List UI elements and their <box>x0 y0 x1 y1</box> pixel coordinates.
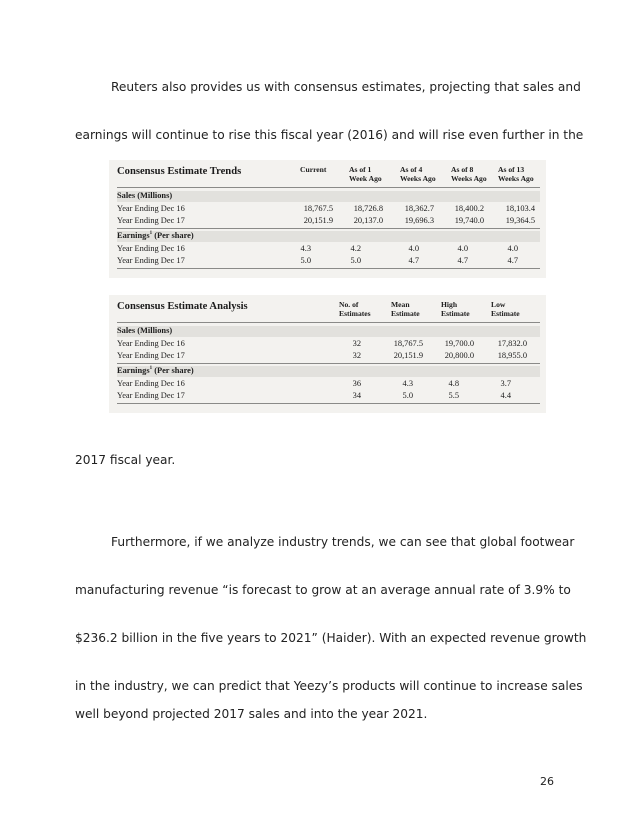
paragraph-1-line-1: Reuters also provides us with consensus estimates, projecting that sales and <box>111 80 581 94</box>
col-header-4wk: As of 4 Weeks Ago <box>400 165 436 183</box>
paragraph-1-line-2: earnings will continue to rise this fiscal year (2016) and will rise even further in the <box>75 128 584 142</box>
table-row: Year Ending Dec 17 20,151.9 20,137.0 19,696.3 19,740.0 19,364.5 <box>117 216 535 225</box>
paragraph-2-line-3: $236.2 billion in the five years to 2021” (Haider). With an expected revenue growth <box>75 631 587 645</box>
col-header-high: High Estimate <box>441 300 470 318</box>
table-row: Year Ending Dec 17 32 20,151.9 20,800.0 18,955.0 <box>117 351 527 360</box>
col-header-mean: Mean Estimate <box>391 300 420 318</box>
col-header-8wk: As of 8 Weeks Ago <box>451 165 487 183</box>
table-row: Year Ending Dec 16 36 4.3 4.8 3.7 <box>117 379 511 388</box>
paragraph-2-line-4: in the industry, we can predict that Yeezy’s products will continue to increase sales <box>75 679 583 693</box>
table-row: Year Ending Dec 17 34 5.0 5.5 4.4 <box>117 391 511 400</box>
table-row: Year Ending Dec 16 4.3 4.2 4.0 4.0 4.0 <box>117 244 518 253</box>
paragraph-2-line-5: well beyond projected 2017 sales and into the year 2021. <box>75 707 428 721</box>
col-header-13wk: As of 13 Weeks Ago <box>498 165 534 183</box>
col-header-low: Low Estimate <box>491 300 520 318</box>
table-row: Year Ending Dec 16 32 18,767.5 19,700.0 17,832.0 <box>117 339 527 348</box>
section-sales: Sales (Millions) <box>117 326 540 337</box>
section-earnings: Earnings$^1$ (Per share) <box>117 366 540 377</box>
paragraph-2-line-2: manufacturing revenue “is forecast to grow at an average annual rate of 3.9% to <box>75 583 571 597</box>
consensus-estimate-analysis-table <box>109 295 546 413</box>
table-row: Year Ending Dec 16 18,767.5 18,726.8 18,362.7 18,400.2 18,103.4 <box>117 204 535 213</box>
page-number: 26 <box>540 775 554 788</box>
table-title: Consensus Estimate Analysis <box>117 301 248 312</box>
table-title: Consensus Estimate Trends <box>117 166 242 177</box>
paragraph-1-line-3: 2017 fiscal year. <box>75 453 176 467</box>
consensus-estimate-trends-table <box>109 160 546 278</box>
col-header-no-estimates: No. of Estimates <box>339 300 371 318</box>
paragraph-2-line-1: Furthermore, if we analyze industry trends, we can see that global footwear <box>111 535 575 549</box>
section-earnings: Earnings$^1$ (Per share) <box>117 231 540 242</box>
col-header-1wk: As of 1 Week Ago <box>349 165 382 183</box>
table-row: Year Ending Dec 17 5.0 5.0 4.7 4.7 4.7 <box>117 256 518 265</box>
section-sales: Sales (Millions) <box>117 191 540 202</box>
col-header-current: Current <box>300 165 327 174</box>
